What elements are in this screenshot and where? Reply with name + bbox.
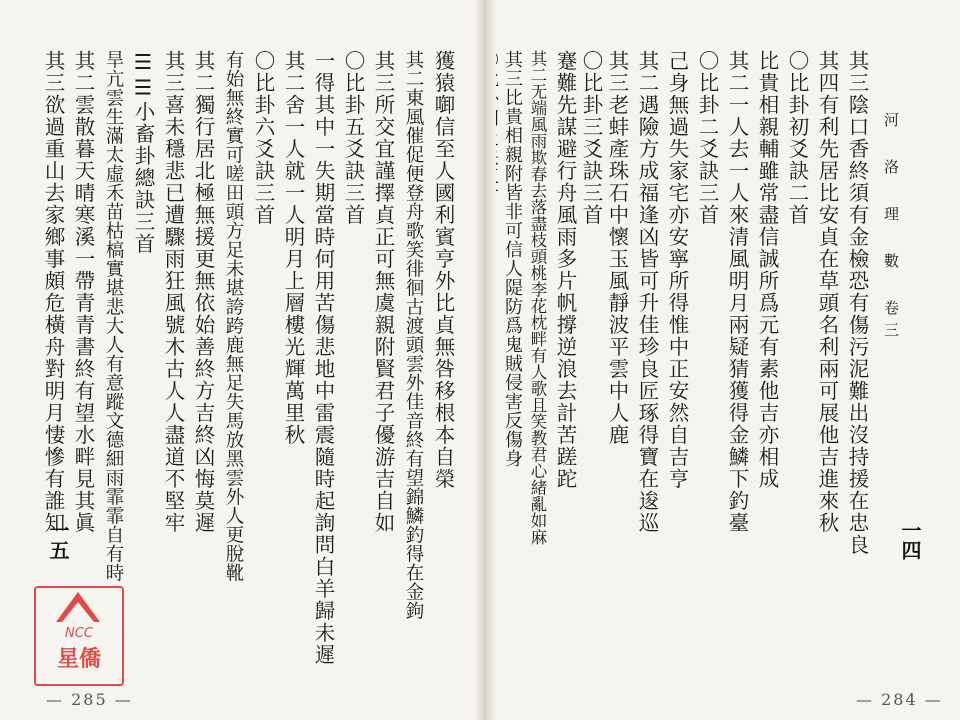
publisher-stamp xyxy=(34,586,124,686)
text-column: 其二東風催促便登舟歌笑徘徊古渡頭雲外佳音終有望錦鱗釣得在金鉤 xyxy=(403,50,424,620)
text-column: 獲猿啣信至人國利賓亨外比貞無咎移根本自榮 xyxy=(431,50,455,490)
text-column: 其二一人去一人來清風明月兩疑猜獲得金鱗下釣臺 xyxy=(725,50,749,534)
text-column: 蹇難先謀避行舟風雨多片帆撐逆浪去計苦蹉跎 xyxy=(553,50,577,490)
stamp-name: 星僑 xyxy=(56,647,101,672)
running-header: 河 洛 理 數 卷三 xyxy=(882,112,900,344)
text-column: 其三陰口香終須有金檢恐有傷污泥難出沒持援在忠良 xyxy=(845,50,869,556)
section-heading: 〇比卦六爻訣三首 xyxy=(251,50,275,226)
text-column: 其四有利先居比安貞在草頭名利兩可展他吉進來秋 xyxy=(815,50,839,534)
folio-number: 一四 xyxy=(898,520,922,560)
section-heading: 〇比卦初爻訣二首 xyxy=(785,50,809,226)
text-column: 其三老蚌產珠石中懷玉風靜波平雲中人鹿 xyxy=(605,50,629,446)
section-heading: 〇比卦二爻訣三首 xyxy=(695,50,719,226)
text-column: 一得其中一失期當時何用苦傷悲地中雷震隨時起詢問白羊歸未遲 xyxy=(311,50,335,666)
section-heading: 〇比卦五爻訣三首 xyxy=(341,50,365,226)
folio-number: 一五 xyxy=(46,520,70,560)
stamp-label: NCC xyxy=(65,626,93,641)
page-number: — 285 — xyxy=(46,690,133,709)
book-gutter xyxy=(474,0,496,720)
text-column: 其三欲過重山去家鄉事頗危橫舟對明月悽慘有誰知 xyxy=(41,50,65,534)
text-column: 其二雲散暮天晴寒溪一帶青青書終有望水畔見其眞 xyxy=(71,50,95,534)
text-column: 其二无端風雨欺春去落盡枝頭桃李花枕畔有人歌且笑教君心緒亂如麻 xyxy=(528,50,547,545)
text-column: 比貴相親輔雖常盡信誠所爲元有素他吉亦相成 xyxy=(755,50,779,490)
text-column: 己身無過失家宅亦安寧所得惟中正安然自吉亨 xyxy=(665,50,689,490)
section-heading: ☰☰小畜卦總訣三首 xyxy=(131,50,155,255)
text-column: 旱亢雲生滿太虛禾苗枯槁實堪悲大人有意蹤文德細雨霏霏自有時 xyxy=(103,50,124,582)
text-column: 其二獨行居北極無援更無依始善終方吉終凶悔莫遲 xyxy=(191,50,215,534)
right-page xyxy=(496,0,960,720)
text-column: 有始無終實可嗟田頭方足未堪誇跨鹿無足失馬放黑雲外人更脫靴 xyxy=(223,50,244,582)
text-column: 其二遇險方成福逢凶皆可升佳珍良匠琢得寶在逡巡 xyxy=(635,50,659,534)
text-column: 其二舍一人就一人明月上層樓光輝萬里秋 xyxy=(281,50,305,446)
text-column: 其三所交宜謹擇貞正可無虞親附賢君子優游吉自如 xyxy=(371,50,395,534)
page-number: — 284 — xyxy=(856,690,943,709)
text-column: 其三比貴相親附皆非可信人隄防爲鬼賊侵害反傷身 xyxy=(502,50,523,468)
section-heading: 〇比卦三爻訣三首 xyxy=(579,50,603,226)
text-column: 其三喜未穩悲已遭驟雨狂風號木古人人盡道不堅牢 xyxy=(161,50,185,534)
